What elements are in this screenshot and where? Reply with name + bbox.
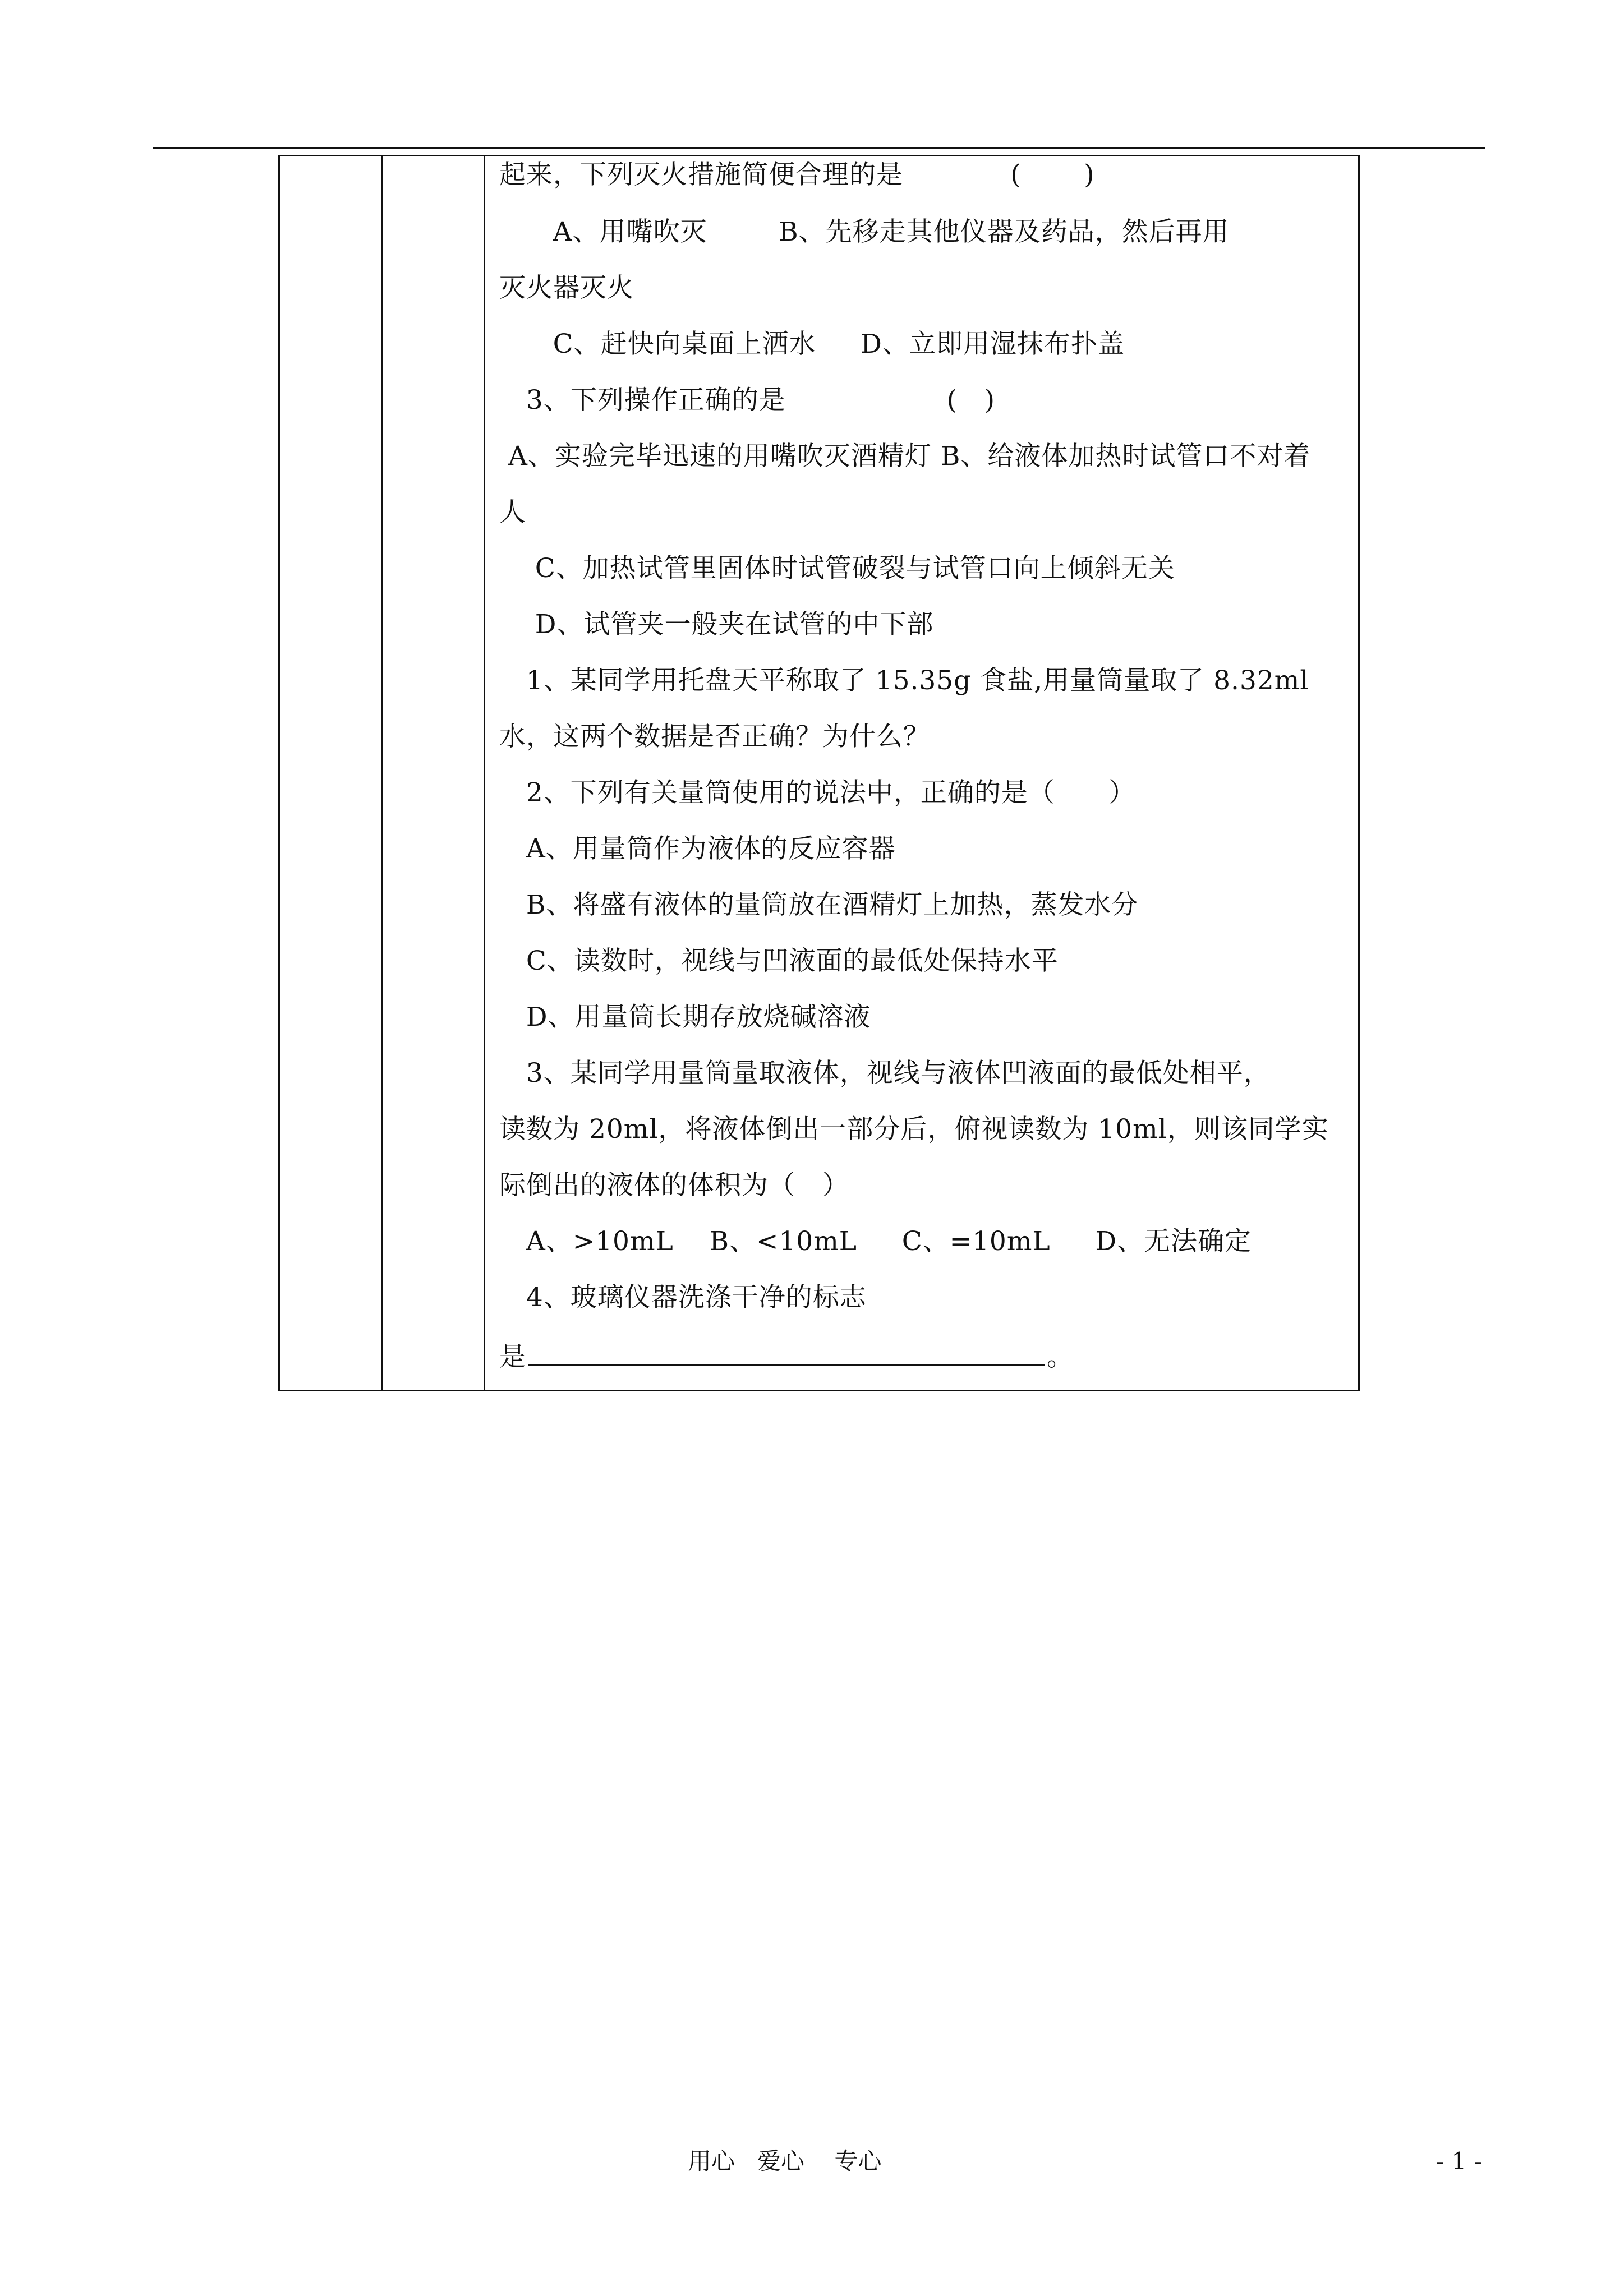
answer-blank[interactable] — [528, 1337, 1045, 1366]
question-line-5: 3、下列操作正确的是 ( ) — [499, 385, 996, 416]
question-line-7: 人 — [499, 497, 526, 528]
question-line-11: 水，这两个数据是否正确？为什么？ — [499, 721, 930, 752]
question-line-12: 2、下列有关量筒使用的说法中，正确的是（ ） — [499, 777, 1136, 808]
question-line-10: 1、某同学用托盘天平称取了 15.35g 食盐,用量筒量取了 8.32ml — [499, 665, 1309, 696]
question-line-1: 起来，下列灭火措施简便合理的是 ( ) — [499, 159, 1095, 190]
table-column-divider-2 — [484, 156, 485, 1390]
question-line-20: A、>10mL B、<10mL C、=10mL D、无法确定 — [499, 1226, 1252, 1257]
question-line-14: B、将盛有液体的量筒放在酒精灯上加热，蒸发水分 — [499, 889, 1139, 920]
fill-in-prefix: 是 — [499, 1341, 526, 1372]
question-line-13: A、用量筒作为液体的反应容器 — [499, 833, 896, 864]
question-line-21: 4、玻璃仪器洗涤干净的标志 — [499, 1282, 867, 1313]
page-number: - 1 - — [1436, 2147, 1482, 2175]
question-line-18: 读数为 20ml，将液体倒出一部分后，俯视读数为 10ml，则该同学实 — [499, 1114, 1329, 1145]
fill-in-suffix: 。 — [1047, 1341, 1074, 1372]
header-rule — [153, 147, 1485, 149]
question-line-9: D、试管夹一般夹在试管的中下部 — [499, 609, 934, 640]
question-line-17: 3、某同学用量筒量取液体，视线与液体凹液面的最低处相平， — [499, 1058, 1271, 1089]
question-line-6: A、实验完毕迅速的用嘴吹灭酒精灯 B、给液体加热时试管口不对着 — [499, 441, 1311, 472]
footer-motto: 用心 爱心 专心 — [688, 2147, 882, 2175]
question-line-19: 际倒出的液体的体积为（ ） — [499, 1170, 849, 1201]
question-line-2: A、用嘴吹灭 B、先移走其他仪器及药品，然后再用 — [499, 216, 1230, 247]
fill-in-line — [499, 1337, 1074, 1374]
question-line-16: D、用量筒长期存放烧碱溶液 — [499, 1002, 871, 1032]
question-line-4: C、赶快向桌面上洒水 D、立即用湿抹布扑盖 — [499, 329, 1125, 359]
question-line-3: 灭火器灭火 — [499, 273, 634, 303]
question-line-15: C、读数时，视线与凹液面的最低处保持水平 — [499, 946, 1059, 976]
question-line-8: C、加热试管里固体时试管破裂与试管口向上倾斜无关 — [499, 553, 1175, 584]
table-column-divider-1 — [381, 156, 383, 1390]
